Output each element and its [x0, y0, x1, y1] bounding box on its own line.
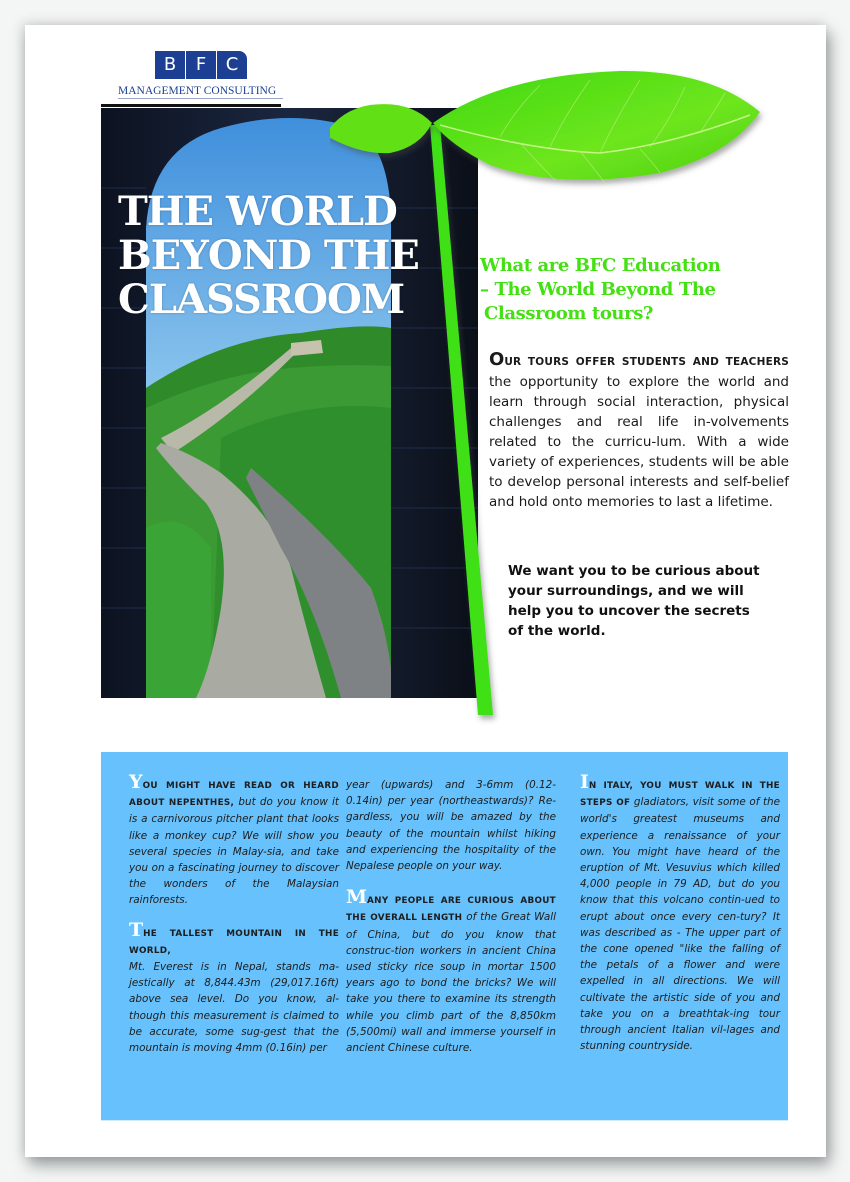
emphasis-line: help you to uncover the secrets	[508, 603, 750, 619]
intro-paragraph	[489, 350, 789, 512]
small-leaf	[330, 104, 432, 153]
drop-cap: I	[580, 771, 589, 793]
drop-cap: T	[129, 918, 144, 941]
everest-continued-paragraph	[346, 777, 556, 874]
lead-smallcaps: N ITALY, YOU MUST WALK IN THE STEPS OF	[580, 781, 780, 809]
paragraph-body: gladiators, visit some of the world's greatest museums and experience a renaissance of your own. You might have heard of the eruption of Mt. Vesuvius which killed 4,000 people in 79 AD, but do you know that this volcano contin-ued to erupt about once every cen-tury? It was described as - The upper part of the cone opened "like the falling of the petals of a flower and were expelled in all directions. We will cultivate the artistic side of you and take you on a breathtak-ing tour through ancient Italian vil-lages and stunning countryside.	[580, 796, 780, 1053]
logo-letter: B	[155, 51, 186, 79]
section-heading	[480, 254, 790, 326]
heading-line: What are BFC Education	[480, 255, 721, 276]
bfc-logo	[118, 51, 277, 97]
column-3	[580, 771, 780, 1067]
emphasis-line: your surroundings, and we will	[508, 583, 744, 599]
hero-title-line: CLASSROOM	[118, 276, 405, 323]
lead-smallcaps: HE TALLEST MOUNTAIN IN THE WORLD,	[129, 928, 339, 956]
italy-paragraph	[580, 771, 780, 1054]
large-leaf	[433, 71, 760, 180]
logo-letters	[155, 51, 247, 79]
nepenthes-paragraph	[129, 771, 340, 909]
heading-line: – The World Beyond The	[480, 279, 716, 300]
logo-letter: F	[186, 51, 217, 79]
destinations-panel	[101, 752, 788, 1121]
drop-cap: M	[346, 886, 368, 909]
logo-letter: C	[225, 54, 239, 75]
intro-lead-smallcaps: UR TOURS OFFER STUDENTS AND TEACHERS	[504, 356, 789, 368]
intro-lead-cap: O	[489, 349, 505, 370]
lead-smallcaps: OU MIGHT HAVE READ OR HEARD ABOUT NEPENTHES,	[129, 781, 339, 809]
emphasis-paragraph	[508, 561, 798, 641]
emphasis-line: We want you to be curious about	[508, 563, 760, 579]
drop-cap: Y	[129, 771, 143, 793]
column-1	[129, 771, 340, 1069]
lead-smallcaps: ANY PEOPLE ARE CURIOUS ABOUT THE OVERALL LENGTH	[346, 896, 556, 924]
paragraph-body: year (upwards) and 3-6mm (0.12-0.14in) per year (northeastwards)? Re-gardless, you will be amazed by the beauty of the mountain whilst hiking and experiencing the hospitality of the Nepalese people on your way.	[346, 779, 556, 873]
header-rule	[101, 104, 281, 107]
hero-title-line: BEYOND THE	[118, 232, 419, 279]
emphasis-line: of the world.	[508, 623, 606, 639]
paragraph-body: of the Great Wall of China, but do you know that construc-tion workers in ancient China used sticky rice soup in mortar 1500 years ago to bond the bricks? We will take you there to examine its strength while you climb part of the 8,850km (5,500mi) wall and immerse yourself in ancient Chinese culture.	[346, 911, 556, 1055]
stem	[430, 125, 493, 715]
everest-paragraph	[129, 918, 339, 1057]
heading-line: Classroom tours?	[484, 303, 654, 324]
paragraph-body: Mt. Everest is in Nepal, stands ma-jestically at 8,844.43m (29,017.16ft) above sea level. Do you know, al-though this measurement is claimed to be accurate, some sug-gest that the mountain is moving 4mm (0.16in) per	[129, 961, 339, 1055]
great-wall-paragraph	[346, 886, 556, 1056]
intro-body: the opportunity to explore the world and learn through social interaction, physical challenges and real life in-volvements related to the curricu-lum. With a wide variety of experiences, students will be able to develop personal interests and self-belief and hold onto memories to last a lifetime.	[489, 374, 789, 510]
hero-title-line: THE WORLD	[118, 188, 397, 235]
paragraph-body: but do you know it is a carnivorous pitcher plant that looks like a monkey cup? We will show you several species in Malay-sia, and take you on a fascinating journey to discover the wonders of the Malaysian rainforests.	[129, 796, 340, 907]
logo-subtitle: MANAGEMENT CONSULTING	[118, 85, 283, 99]
column-2	[346, 777, 556, 1069]
